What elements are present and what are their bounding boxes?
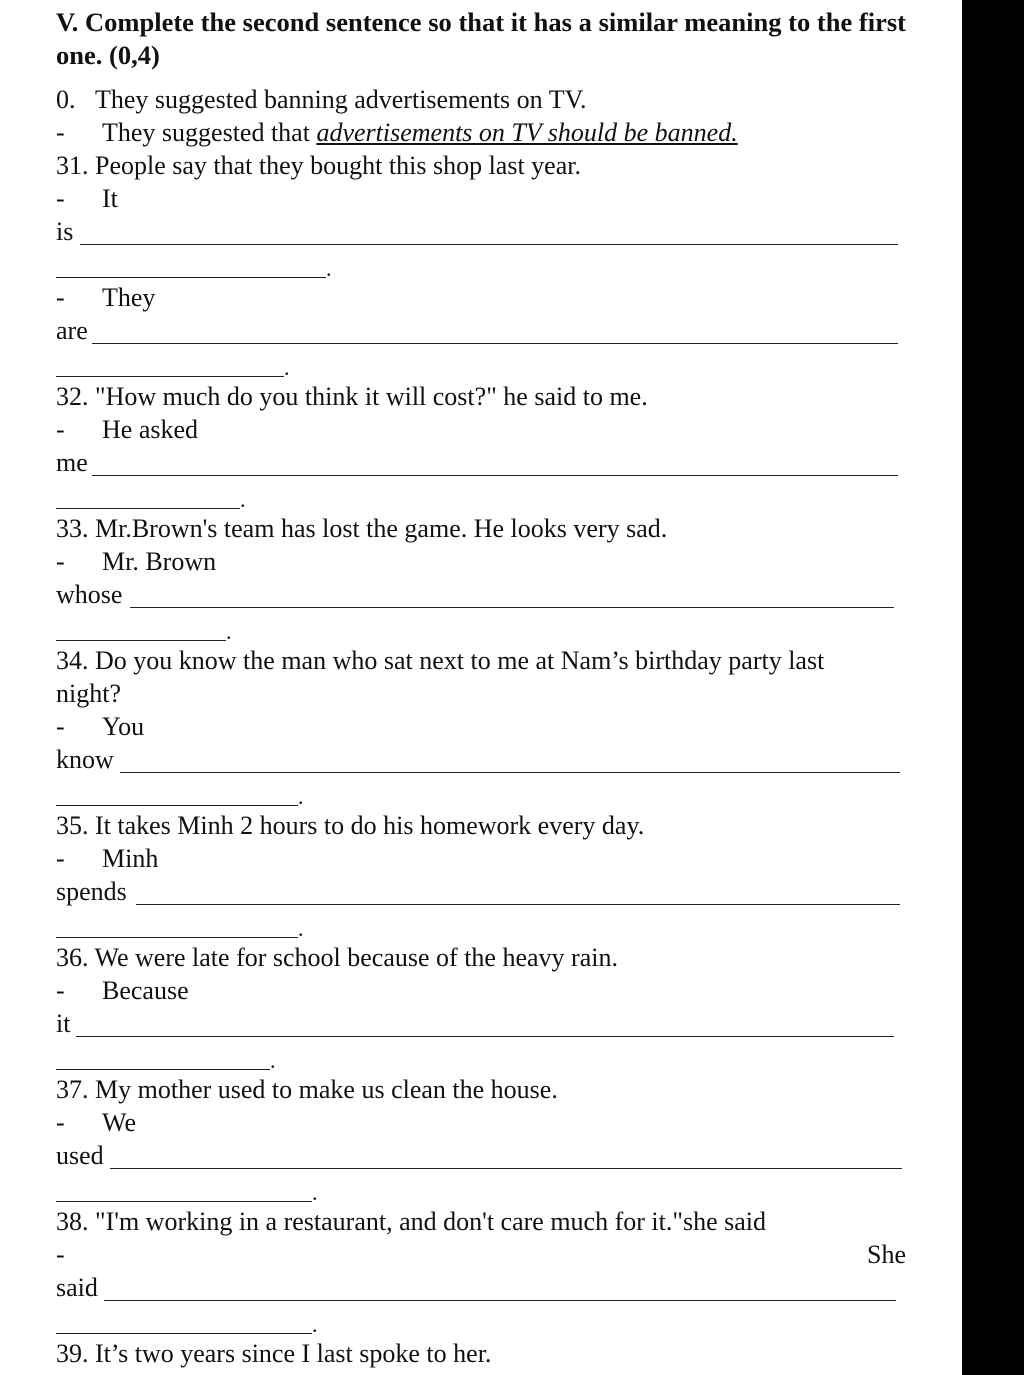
question-34-cont: night? — [56, 679, 121, 708]
section-title: V. Complete the second sentence so that it has a similar meaning to the first one. (0,4) — [56, 7, 906, 70]
answer-31b-start: - They — [56, 283, 156, 312]
end-period: . — [312, 1312, 318, 1337]
example-answer-line — [56, 116, 738, 149]
end-period: . — [284, 355, 290, 380]
answer-31b-cont: are — [56, 316, 88, 345]
bullet-dash: - — [56, 415, 65, 444]
bullet-dash: - — [56, 844, 65, 873]
question-37: 37. My mother used to make us clean the house. — [56, 1075, 558, 1104]
answer-37-start: - We — [56, 1108, 136, 1137]
answer-38-blank-2[interactable] — [56, 1333, 312, 1334]
bullet-dash: - — [56, 976, 65, 1005]
example-answer: advertisements on TV should be banned. — [316, 118, 738, 147]
answer-35-blank-2[interactable] — [56, 937, 298, 938]
bullet-dash: - — [56, 118, 65, 147]
bullet-dash: - — [56, 283, 65, 312]
question-32: 32. "How much do you think it will cost?" he said to me. — [56, 382, 648, 411]
page-edge-bar — [962, 0, 1024, 1375]
answer-35-start: - Minh — [56, 844, 159, 873]
answer-33-start: - Mr. Brown — [56, 547, 217, 576]
answer-32-cont: me — [56, 448, 88, 477]
end-period: . — [312, 1180, 318, 1205]
answer-36-blank[interactable] — [76, 1036, 894, 1037]
example-prompt — [56, 83, 587, 116]
answer-31a-blank[interactable] — [80, 244, 898, 245]
end-period: . — [298, 784, 304, 809]
answer-33-blank-2[interactable] — [56, 640, 226, 641]
bullet-dash: - — [56, 184, 65, 213]
answer-31b-blank[interactable] — [92, 343, 898, 344]
answer-34-start: - You — [56, 712, 145, 741]
answer-34-cont: know — [56, 745, 114, 774]
answer-36-blank-2[interactable] — [56, 1069, 270, 1070]
question-31: 31. People say that they bought this shop last year. — [56, 151, 581, 180]
answer-38-dash: - — [56, 1240, 65, 1269]
answer-38-start: She — [867, 1240, 906, 1269]
end-period: . — [226, 619, 232, 644]
answer-38-cont: said — [56, 1273, 98, 1302]
answer-34-blank[interactable] — [120, 772, 900, 773]
answer-37-blank-2[interactable] — [56, 1201, 312, 1202]
example-number: 0. — [56, 85, 76, 114]
bullet-dash: - — [56, 547, 65, 576]
question-34: 34. Do you know the man who sat next to me at Nam’s birthday party last — [56, 646, 825, 675]
answer-34-blank-2[interactable] — [56, 805, 298, 806]
answer-32-blank-2[interactable] — [56, 508, 240, 509]
answer-33-cont: whose — [56, 580, 123, 609]
bullet-dash: - — [56, 1108, 65, 1137]
answer-35-blank[interactable] — [136, 904, 900, 905]
question-39: 39. It’s two years since I last spoke to her. — [56, 1339, 492, 1368]
question-33: 33. Mr.Brown's team has lost the game. He looks very sad. — [56, 514, 668, 543]
answer-35-cont: spends — [56, 877, 127, 906]
end-period: . — [270, 1048, 276, 1073]
answer-32-start: - He asked — [56, 415, 199, 444]
answer-36-start: - Because — [56, 976, 189, 1005]
answer-33-blank[interactable] — [130, 607, 894, 608]
answer-37-blank[interactable] — [110, 1168, 902, 1169]
answer-36-cont: it — [56, 1009, 71, 1038]
answer-31a-cont: is — [56, 217, 74, 246]
end-period: . — [240, 487, 246, 512]
bullet-dash: - — [56, 712, 65, 741]
answer-31a-blank-2[interactable] — [56, 277, 326, 278]
answer-31a-start: - It — [56, 184, 118, 213]
end-period: . — [326, 256, 332, 281]
question-35: 35. It takes Minh 2 hours to do his homework every day. — [56, 811, 645, 840]
answer-31b-blank-2[interactable] — [56, 376, 284, 377]
question-36: 36. We were late for school because of the heavy rain. — [56, 943, 618, 972]
question-38: 38. "I'm working in a restaurant, and don't care much for it."she said — [56, 1207, 767, 1236]
example-prompt-text: They suggested banning advertisements on TV. — [95, 85, 587, 114]
answer-37-cont: used — [56, 1141, 104, 1170]
end-period: . — [298, 916, 304, 941]
answer-38-blank[interactable] — [104, 1300, 896, 1301]
example-lead: They suggested that — [102, 118, 317, 147]
answer-32-blank[interactable] — [92, 475, 898, 476]
